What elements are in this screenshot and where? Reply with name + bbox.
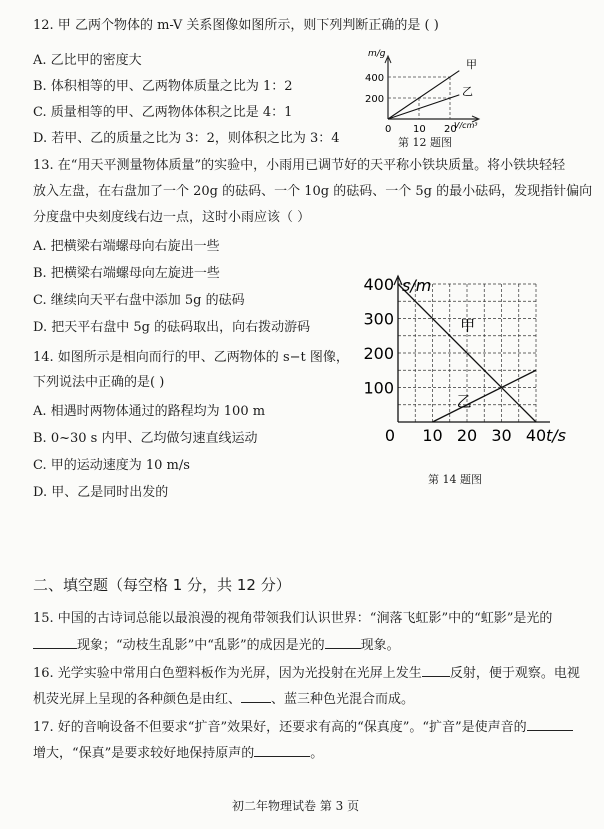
q14-line-1: 14. 如图所示是相向而行的甲、乙两物体的 s−t 图像，	[33, 350, 349, 365]
y-tick-label: 400	[365, 73, 385, 84]
q13-option-d: D. 把天平右盘中 5g 的砝码取出，向右拨动游码	[33, 320, 311, 335]
y-tick-label: 300	[363, 309, 394, 329]
q17-text-1: 17. 好的音响设备不但要求“扩音”效果好，还要求有高的“保真度”。“扩音”是使声音的	[33, 720, 527, 735]
x-axis-label: t/s	[546, 426, 566, 445]
q13-line-2: 放入左盘，在右盘加了一个 20g 的砝码、一个 10g 的砝码、一个 5g 的最小砝码，发现指针偏向	[33, 184, 593, 199]
q17-blank-2[interactable]	[254, 744, 310, 757]
x-tick-label: 30	[491, 426, 512, 445]
q12-option-a: A. 乙比甲的密度大	[33, 53, 142, 68]
q16-text-2a: 机荧光屏上呈现的各种颜色是由红、	[33, 692, 242, 707]
q15-text-2b: 现象。	[360, 638, 400, 653]
q16-blank-1[interactable]	[422, 664, 450, 677]
q17-text-2a: 增大，“保真”是要求较好地保持原声的	[33, 746, 255, 761]
x-tick-label: 0	[385, 124, 392, 135]
q15-line-2	[33, 636, 400, 655]
q16-line-2	[33, 690, 414, 709]
y-tick-label: 200	[365, 94, 385, 105]
page-footer: 初二年物理试卷 第 3 页	[232, 799, 360, 813]
q13-option-a: A. 把横梁右端螺母向右旋出一些	[33, 239, 220, 254]
q14-option-d: D. 甲、乙是同时出发的	[33, 485, 169, 500]
q13-line-3: 分度盘中央刻度线右边一点，这时小雨应该（ ）	[33, 210, 311, 225]
q13-option-c: C. 继续向天平右盘中添加 5g 的砝码	[33, 293, 245, 308]
q14-chart-area	[363, 275, 566, 445]
q13-option-b: B. 把横梁右端螺母向左旋进一些	[33, 266, 220, 281]
q13-line-1: 13. 在“用天平测量物体质量”的实验中，小雨用已调节好的天平称小铁块质量。将小铁块轻轻	[33, 158, 566, 173]
q15-line-1: 15. 中国的古诗词总能以最浪漫的视角带领我们认识世界：“涧落飞虹影”中的“虹影”是光的	[33, 611, 553, 626]
y-axis-label: m/g	[368, 49, 386, 59]
q12-chart-area	[365, 49, 479, 135]
q12-option-d: D. 若甲、乙的质量之比为 3：2，则体积之比为 3：4	[33, 131, 340, 146]
x-tick-label: 40	[525, 426, 547, 445]
q15-blank-1[interactable]	[33, 636, 77, 649]
x-tick-label: 10	[422, 426, 443, 445]
q12-figure-caption: 第 12 题图	[398, 136, 452, 149]
series-label-yi: 乙	[462, 85, 473, 98]
q15-blank-2[interactable]	[325, 636, 361, 649]
q17-line-2	[33, 744, 323, 763]
q16-line-1	[33, 664, 580, 683]
q17-line-1	[33, 718, 573, 737]
series-line-jia	[388, 71, 459, 119]
q15-text-2a: 现象；“动枝生乱影”中“乱影”的成因是光的	[77, 638, 325, 653]
x-tick-label: 20	[456, 426, 478, 445]
q14-option-c: C. 甲的运动速度为 10 m/s	[33, 458, 190, 473]
q12-option-c: C. 质量相等的甲、乙两物体体积之比是 4：1	[33, 105, 293, 120]
q16-text-2b: 、蓝三种色光混合而成。	[271, 692, 415, 707]
q16-text-1b: 反射，便于观察。电视	[449, 666, 580, 681]
q12-option-b: B. 体积相等的甲、乙两物体质量之比为 1：2	[33, 79, 293, 94]
series-label-yi: 乙	[456, 392, 472, 411]
series-label-jia: 甲	[466, 58, 477, 71]
q14-option-b: B. 0~30 s 内甲、乙均做匀速直线运动	[33, 431, 258, 446]
y-tick-label: 400	[363, 275, 394, 294]
y-tick-label: 100	[363, 378, 394, 398]
series-label-jia: 甲	[460, 316, 476, 335]
x-tick-label: 10	[413, 124, 426, 135]
q16-text-1a: 16. 光学实验中常用白色塑料板作为光屏，因为光投射在光屏上发生	[33, 666, 422, 681]
x-tick-label: 20	[444, 124, 457, 135]
q17-text-2b: 。	[310, 746, 324, 761]
section-title: 二、填空题（每空格 1 分，共 12 分）	[33, 576, 291, 594]
y-axis-label: s/m	[402, 276, 432, 295]
y-tick-label: 200	[363, 344, 394, 363]
q14-option-a: A. 相遇时两物体通过的路程均为 100 m	[33, 404, 266, 419]
q12-stem: 12. 甲 乙两个物体的 m-V 关系图像如图所示，则下列判断正确的是 ( )	[33, 18, 439, 33]
q14-line-2: 下列说法中正确的是( )	[33, 375, 165, 390]
q17-blank-1[interactable]	[527, 718, 573, 731]
series-line-yi	[388, 95, 459, 119]
x-tick-label: 0	[384, 426, 395, 445]
q16-blank-2[interactable]	[241, 690, 271, 703]
x-axis-label: V/cm³	[454, 121, 478, 130]
q14-figure-caption: 第 14 题图	[428, 473, 482, 486]
q14-figure	[358, 272, 584, 472]
